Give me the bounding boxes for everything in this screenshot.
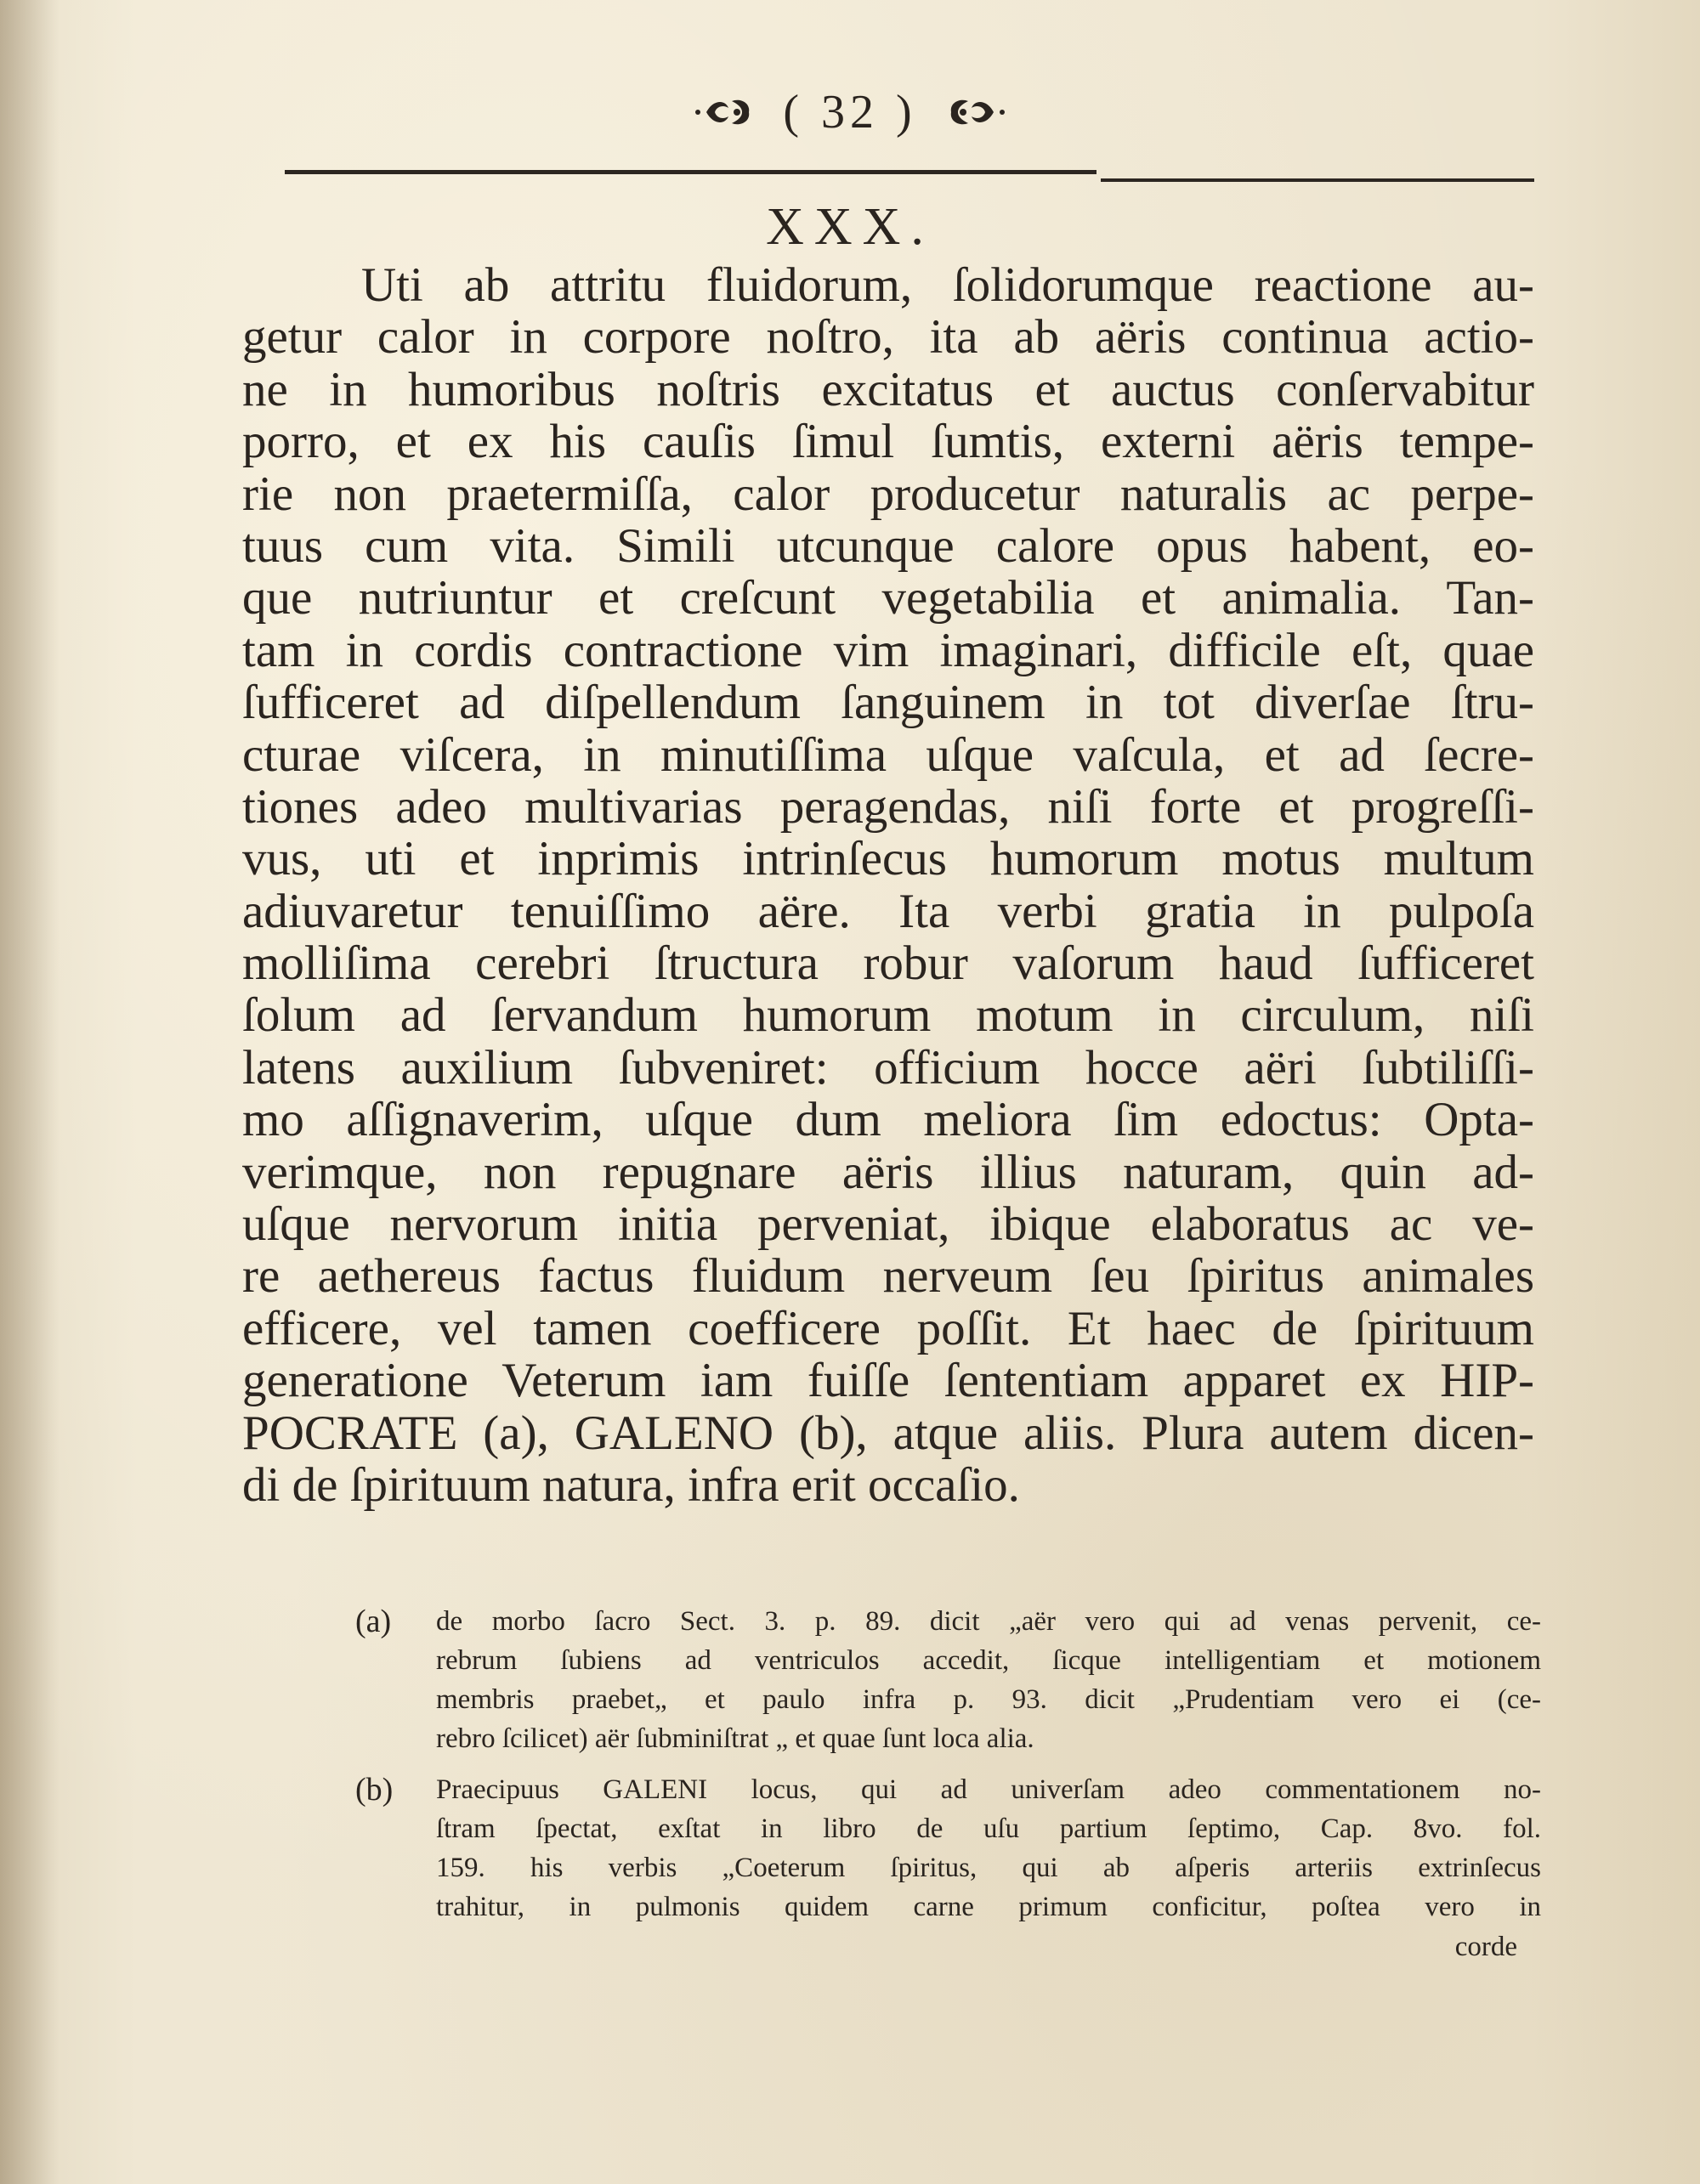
- left-ornament-icon: [689, 91, 757, 133]
- footnote-line: trahitur, in pulmonis quidem carne primum conficitur, poſtea vero in: [436, 1892, 1541, 1922]
- body-line: que nutriuntur et creſcunt vegetabilia et animalia. Tan-: [242, 572, 1534, 625]
- body-line: verimque, non repugnare aëris illius naturam, quin ad-: [242, 1146, 1534, 1199]
- body-line: cturae viſcera, in minutiſſima uſque vaſcula, et ad ſecre-: [242, 728, 1534, 781]
- body-line: uſque nervorum initia perveniat, ibique elaboratus ac ve-: [242, 1198, 1534, 1251]
- gutter-shadow: [0, 0, 60, 2184]
- body-line: porro, et ex his cauſis ſimul ſumtis, externi aëris tempe-: [242, 416, 1534, 468]
- footnote-line: de morbo ſacro Sect. 3. p. 89. dicit „aër vero qui ad venas pervenit, ce-: [436, 1606, 1541, 1637]
- footnote-line: Praecipuus GALENI locus, qui ad univerſam adeo commentationem no-: [436, 1774, 1541, 1805]
- body-line: Uti ab attritu fluidorum, ſolidorumque reactione au-: [361, 259, 1534, 312]
- body-line: getur calor in corpore noſtro, ita ab aëris continua actio-: [242, 311, 1534, 364]
- body-line: adiuvaretur tenuiſſimo aëre. Ita verbi gratia in pulpoſa: [242, 885, 1534, 938]
- body-line: mo aſſignaverim, uſque dum meliora ſim edoctus: Opta-: [242, 1094, 1534, 1146]
- footnote-line: membris praebet„ et paulo infra p. 93. dicit „Prudentiam vero ei (ce-: [436, 1684, 1541, 1715]
- section-heading: XXX.: [766, 198, 934, 256]
- body-line: re aethereus factus fluidum nerveum ſeu ſpiritus animales: [242, 1250, 1534, 1303]
- body-line: latens auxilium ſubveniret: officium hocce aëri ſubtiliſſi-: [242, 1041, 1534, 1095]
- body-line: molliſima cerebri ſtructura robur vaſorum haud ſufficeret: [242, 937, 1534, 990]
- footnote-line: rebro ſcilicet) aër ſubminiſtrat „ et quae ſunt loca alia.: [436, 1723, 1034, 1754]
- body-line: vus, uti et inprimis intrinſecus humorum motus multum: [242, 833, 1534, 885]
- page-number: ( 32 ): [783, 86, 917, 139]
- body-line: tiones adeo multivarias peragendas, niſi forte et progreſſi-: [242, 780, 1534, 834]
- body-line: di de ſpirituum natura, infra erit occaſio.: [242, 1458, 1020, 1512]
- footnotes: [355, 1602, 1541, 1938]
- footnote-b: [355, 1770, 1541, 1927]
- body-line: efficere, vel tamen coefficere poſſit. Et haec de ſpirituum: [242, 1302, 1534, 1355]
- body-text: [242, 259, 1534, 1511]
- header-rule-left: [285, 170, 1096, 174]
- body-line: rie non praetermiſſa, calor producetur naturalis ac perpe-: [242, 467, 1534, 520]
- footnote-line: ſtram ſpectat, exſtat in libro de uſu partium ſeptimo, Cap. 8vo. fol.: [436, 1813, 1541, 1844]
- body-line: generatione Veterum iam fuiſſe ſententiam apparet ex HIP-: [242, 1355, 1534, 1407]
- right-ornament-icon: [943, 91, 1011, 133]
- body-line: ſufficeret ad diſpellendum ſanguinem in tot diverſae ſtru-: [242, 676, 1534, 729]
- footnote-line: rebrum ſubiens ad ventriculos accedit, ſicque intelligentiam et motionem: [436, 1645, 1541, 1676]
- body-line: tuus cum vita. Simili utcunque calore opus habent, eo-: [242, 519, 1534, 573]
- catchword: corde: [1454, 1932, 1517, 1962]
- footnote-line: 159. his verbis „Coeterum ſpiritus, qui ab aſperis arteriis extrinſecus: [436, 1853, 1541, 1883]
- footnote-marker: (b): [355, 1772, 394, 1808]
- body-line: tam in cordis contractione vim imaginari, difficile eſt, quae: [242, 624, 1534, 677]
- footnote-marker: (a): [355, 1604, 392, 1639]
- header-rule-right: [1101, 178, 1534, 182]
- footnote-a: [355, 1602, 1541, 1758]
- body-line: ſolum ad ſervandum humorum motum in circulum, niſi: [242, 989, 1534, 1042]
- body-line: POCRATE (a), GALENO (b), atque aliis. Plura autem dicen-: [242, 1406, 1534, 1459]
- body-line: ne in humoribus noſtris excitatus et auctus conſervabitur: [242, 363, 1534, 416]
- page-header: [0, 85, 1700, 139]
